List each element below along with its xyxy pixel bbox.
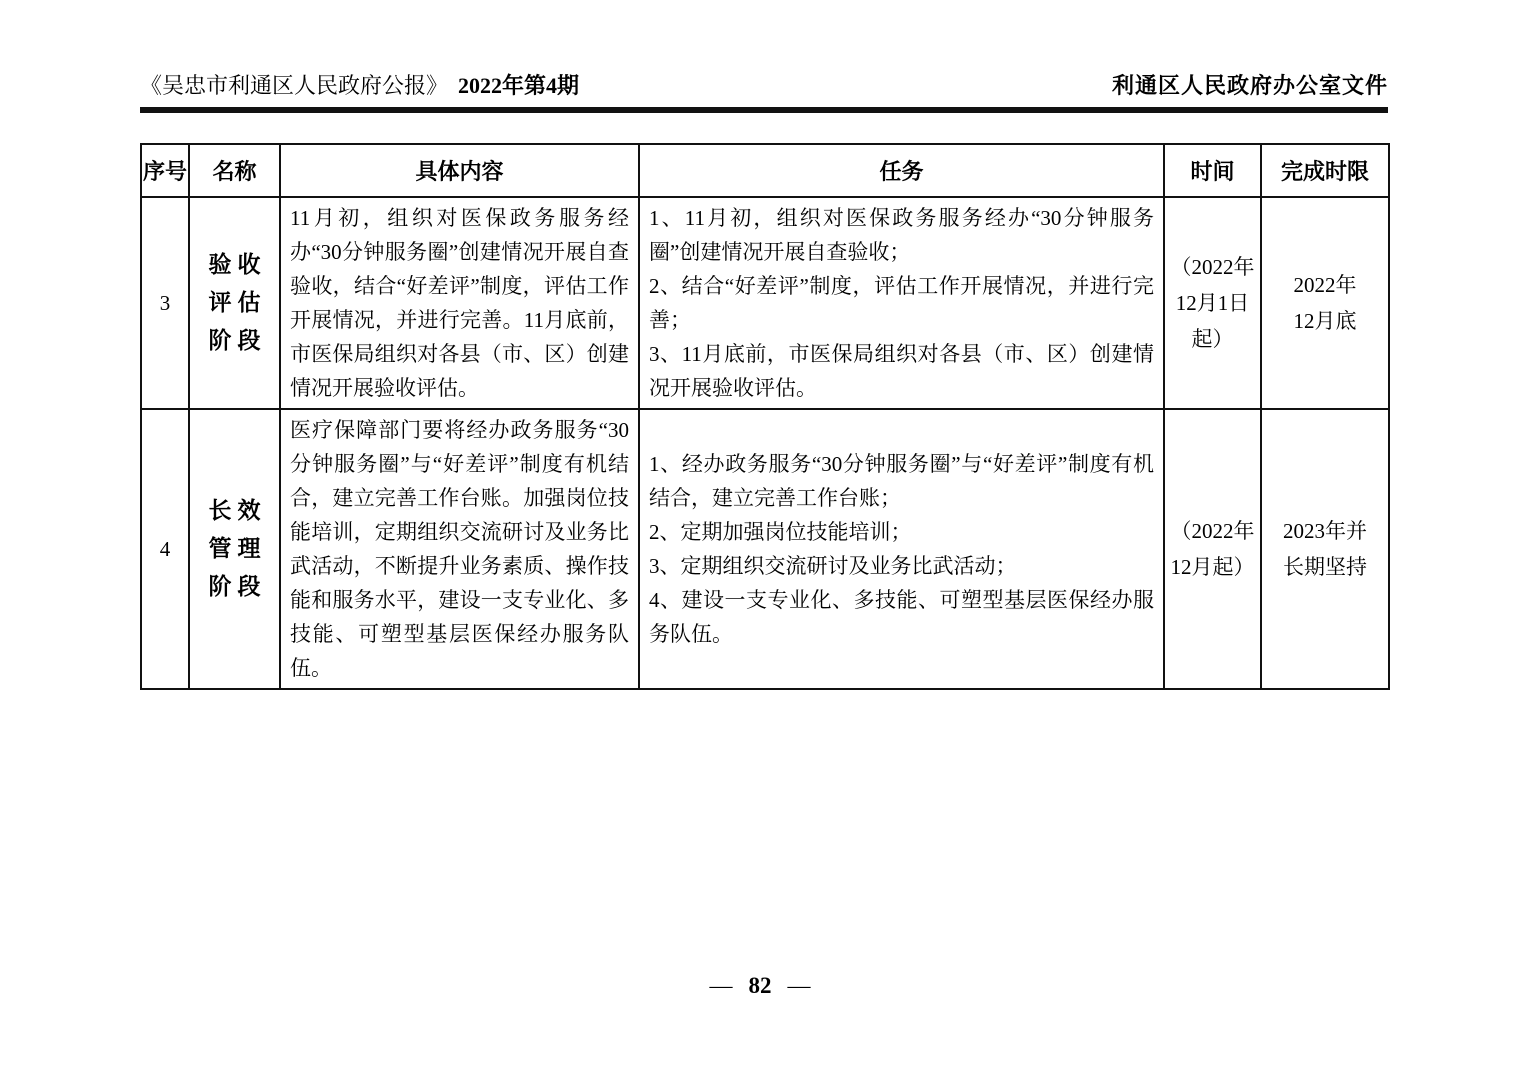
office-document-label: 利通区人民政府办公室文件	[1111, 73, 1388, 98]
task-item: 2、结合“好差评”制度，评估工作开展情况，并进行完善；	[649, 274, 1154, 332]
col-header-index: 序号	[141, 144, 189, 197]
cell-time	[1164, 197, 1261, 409]
page-number: 82	[748, 973, 772, 998]
cell-index: 4	[141, 409, 189, 689]
phase-name-line: 阶段	[208, 328, 267, 353]
footer-dash-left: —	[709, 973, 733, 998]
col-header-tasks: 任务	[639, 144, 1164, 197]
cell-time	[1164, 409, 1261, 689]
task-item: 1、经办政务服务“30分钟服务圈”与“好差评”制度有机结合，建立完善工作台账；	[649, 452, 1154, 510]
cell-tasks	[639, 197, 1164, 409]
page-footer	[0, 973, 1520, 999]
deadline-line: 2023年并	[1283, 519, 1367, 543]
col-header-content: 具体内容	[280, 144, 639, 197]
phase-name-line: 评估	[208, 290, 267, 315]
time-line: （2022年	[1170, 519, 1255, 543]
table-header-row	[141, 144, 1389, 197]
cell-index: 3	[141, 197, 189, 409]
task-item: 2、定期加强岗位技能培训；	[649, 520, 912, 544]
task-item: 1、11月初，组织对医保政务服务经办“30分钟服务圈”创建情况开展自查验收；	[649, 206, 1154, 264]
deadline-line: 12月底	[1293, 309, 1357, 333]
time-line: 12月起）	[1170, 555, 1255, 579]
page-header	[140, 72, 1388, 100]
time-line: 12月1日	[1175, 291, 1250, 315]
cell-phase-name	[189, 197, 280, 409]
cell-content: 11月初，组织对医保政务服务经办“30分钟服务圈”创建情况开展自查验收，结合“好差评”制度，评估工作开展情况，并进行完善。11月底前，市医保局组织对各县（市、区）创建情况开展验收评估。	[280, 197, 639, 409]
phase-name-line: 管理	[208, 536, 267, 561]
phase-name-line: 阶段	[208, 574, 267, 599]
gazette-issue: 2022年第4期	[458, 73, 580, 98]
phase-name-line: 验收	[208, 252, 267, 277]
deadline-line: 2022年	[1293, 273, 1357, 297]
time-line: 起）	[1191, 327, 1234, 351]
phase-name-line: 长效	[208, 498, 267, 523]
footer-dash-right: —	[787, 973, 811, 998]
cell-phase-name	[189, 409, 280, 689]
deadline-line: 长期坚持	[1283, 555, 1367, 579]
task-item: 4、建设一支专业化、多技能、可塑型基层医保经办服务队伍。	[649, 588, 1154, 646]
time-line: （2022年	[1170, 255, 1255, 279]
header-double-rule	[140, 107, 1388, 113]
cell-deadline	[1261, 197, 1389, 409]
gazette-title: 《吴忠市利通区人民政府公报》	[140, 73, 449, 98]
phase-schedule-table	[140, 143, 1390, 690]
task-item: 3、11月底前，市医保局组织对各县（市、区）创建情况开展验收评估。	[649, 342, 1154, 400]
col-header-time: 时间	[1164, 144, 1261, 197]
table-row	[141, 197, 1389, 409]
cell-deadline	[1261, 409, 1389, 689]
cell-content: 医疗保障部门要将经办政务服务“30分钟服务圈”与“好差评”制度有机结合，建立完善工作台账。加强岗位技能培训，定期组织交流研讨及业务比武活动，不断提升业务素质、操作技能和服务水平，建设一支专业化、多技能、可塑型基层医保经办服务队伍。	[280, 409, 639, 689]
cell-tasks	[639, 409, 1164, 689]
gazette-title-block	[140, 72, 579, 100]
task-item: 3、定期组织交流研讨及业务比武活动；	[649, 554, 1017, 578]
col-header-deadline: 完成时限	[1261, 144, 1389, 197]
col-header-name: 名称	[189, 144, 280, 197]
table-row	[141, 409, 1389, 689]
